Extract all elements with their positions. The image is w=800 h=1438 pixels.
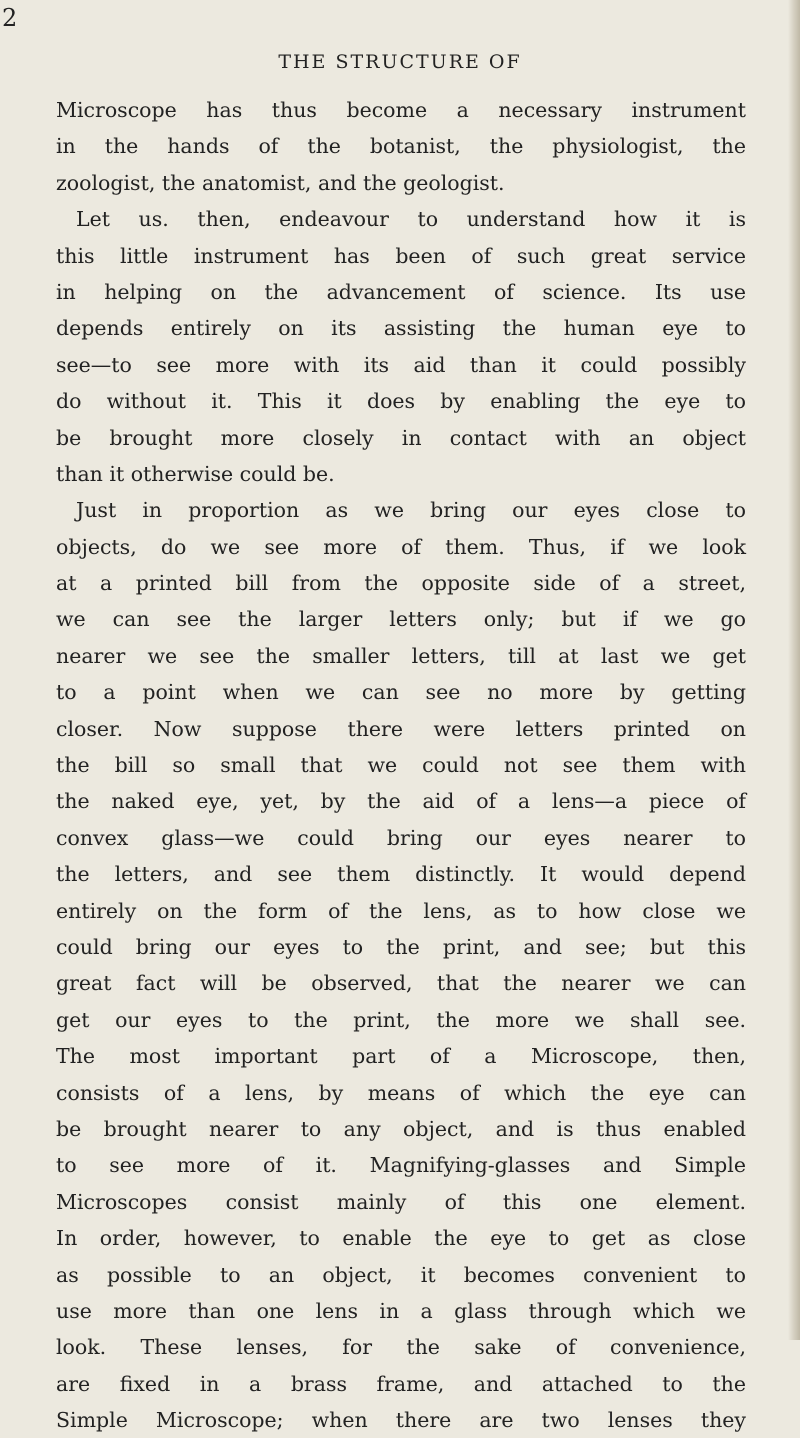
text-line: get our eyes to the print, the more we shall see. [56,1007,746,1032]
text-line: at a printed bill from the opposite side of a street, [56,571,746,596]
text-line: see—to see more with its aid than it could possibly [56,352,746,377]
text-line: zoologist, the anatomist, and the geologist. [56,170,505,195]
text-line: great fact will be observed, that the nearer we can [56,971,746,996]
text-line: nearer we see the smaller letters, till at last we get [56,643,746,668]
text-line: the bill so small that we could not see them with [56,753,746,778]
text-line: closer. Now suppose there were letters printed on [56,716,746,741]
text-line: the letters, and see them distinctly. It would depend [56,862,746,887]
text-line: The most important part of a Microscope, then, [56,1044,746,1069]
text-line: to see more of it. Magnifying-glasses and Simple [56,1153,746,1178]
text-line: objects, do we see more of them. Thus, if we look [56,534,746,559]
text-line: we can see the larger letters only; but if we go [56,607,746,632]
text-line: be brought nearer to any object, and is thus enabled [56,1116,746,1141]
text-line: convex glass—we could bring our eyes nearer to [56,825,746,850]
text-line: depends entirely on its assisting the human eye to [56,316,746,341]
text-line: are fixed in a brass frame, and attached to the [56,1371,746,1396]
text-line: in helping on the advancement of science. Its use [56,279,746,304]
text-line: this little instrument has been of such great service [56,243,746,268]
text-line: be brought more closely in contact with an object [56,425,746,450]
text-line: to a point when we can see no more by getting [56,680,746,705]
text-line: in the hands of the botanist, the physiologist, the [56,134,746,159]
page-number: 2 [2,4,18,32]
text-line: Let us. then, endeavour to understand how it is [76,207,746,232]
text-line: than it otherwise could be. [56,461,335,486]
text-line: Simple Microscope; when there are two lenses they [56,1408,746,1433]
text-line: entirely on the form of the lens, as to how close we [56,898,746,923]
page-edge [788,0,800,1340]
text-line: Microscopes consist mainly of this one element. [56,1189,746,1214]
text-line: look. These lenses, for the sake of convenience, [56,1335,746,1360]
body-text [56,92,746,1438]
text-line: Microscope has thus become a necessary instrument [56,98,746,122]
text-line: could bring our eyes to the print, and see; but this [56,934,746,959]
text-line: Just in proportion as we bring our eyes close to [76,498,746,523]
text-line: as possible to an object, it becomes convenient to [56,1262,746,1287]
text-line: use more than one lens in a glass through which we [56,1298,746,1323]
text-line: the naked eye, yet, by the aid of a lens—a piece of [56,789,746,814]
text-line: consists of a lens, by means of which the eye can [56,1080,746,1105]
running-head: THE STRUCTURE OF [278,51,522,73]
text-line: do without it. This it does by enabling the eye to [56,389,746,414]
text-line: In order, however, to enable the eye to get as close [56,1226,746,1251]
